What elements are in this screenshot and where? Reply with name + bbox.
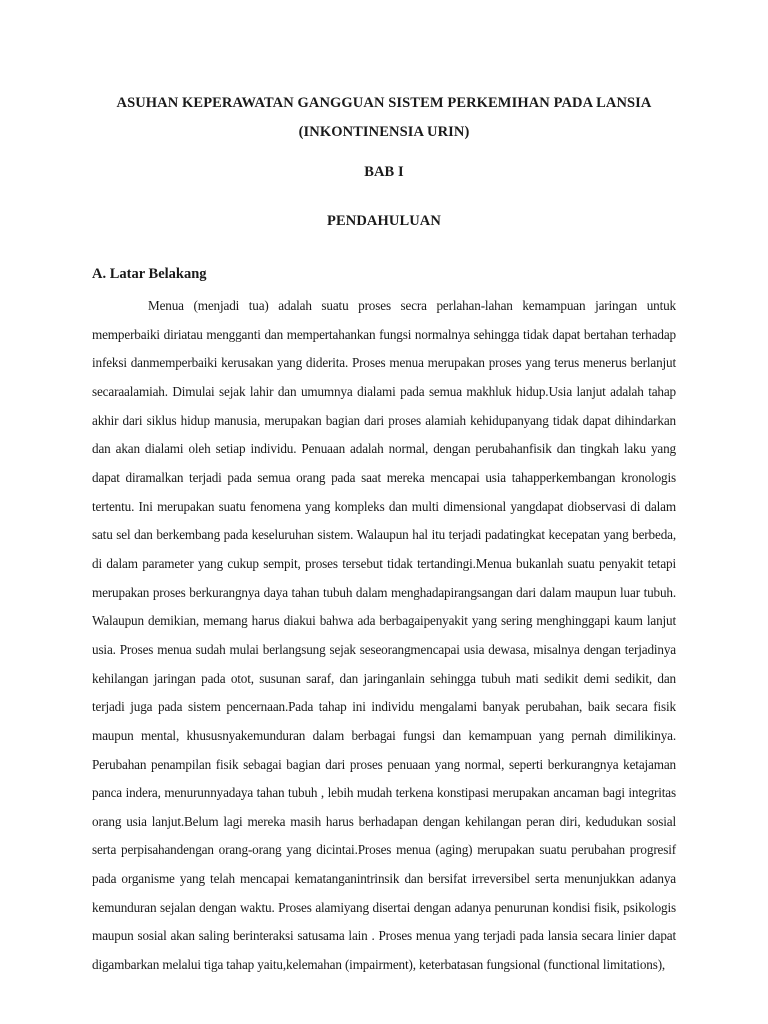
chapter-title: PENDAHULUAN [327, 213, 441, 229]
body-paragraph: Menua (menjadi tua) adalah suatu proses secra perlahan-lahan kemampuan jaringan untuk memperbaiki diriatau mengganti dan mempertahankan fungsi normalnya sehingga tidak dapat bertahan terhadap infeksi danmemperbaiki kerusakan yang diderita. Proses menua merupakan proses yang terus menerus berlanjut secaraalamiah. Dimulai sejak lahir dan umumnya dialami pada semua makhluk hidup.Usia lanjut adalah tahap akhir dari siklus hidup manusia, merupakan bagian dari proses alamiah kehidupanyang tidak dapat dihindarkan dan akan dialami oleh setiap individu. Penuaan adalah normal, dengan perubahanfisik dan tingkah laku yang dapat diramalkan terjadi pada semua orang pada saat mereka mencapai usia tahapperkembangan kronologis tertentu. Ini merupakan suatu fenomena yang kompleks dan multi dimensional yangdapat diobservasi di dalam satu sel dan berkembang pada keseluruhan sistem. Walaupun hal itu terjadi padatingkat kecepatan yang berbeda, di dalam parameter yang cukup sempit, proses tersebut tidak tertandingi.Menua bukanlah suatu penyakit tetapi merupakan proses berkurangnya daya tahan tubuh dalam menghadapirangsangan dari dalam maupun luar tubuh. Walaupun demikian, memang harus diakui bahwa ada berbagaipenyakit yang sering menghinggapi kaum lanjut usia. Proses menua sudah mulai berlangsung sejak seseorangmencapai usia dewasa, misalnya dengan terjadinya kehilangan jaringan pada otot, susunan saraf, dan jaringanlain sehingga tubuh mati sedikit demi sedikit, dan terjadi juga pada sistem pencernaan.Pada tahap ini individu mengalami banyak perubahan, baik secara fisik maupun mental, khususnyakemunduran dalam berbagai fungsi dan kemampuan yang pernah dimilikinya. Perubahan penampilan fisik sebagai bagian dari proses penuaan yang normal, seperti berkurangnya ketajaman panca indera, menurunnyadaya tahan tubuh , lebih mudah terkena konstipasi merupakan ancaman bagi integritas orang usia lanjut.Belum lagi mereka masih harus berhadapan dengan kehilangan peran diri, kedudukan sosial serta perpisahandengan orang-orang yang dicintai.Proses menua (aging) merupakan suatu perubahan progresif pada organisme yang telah mencapai kematanganintrinsik dan bersifat irreversibel serta menunjukkan adanya kemunduran sejalan dengan waktu. Proses alamiyang disertai dengan adanya penurunan kondisi fisik, psikologis maupun sosial akan saling berinteraksi satusama lain . Proses menua yang terjadi pada lansia secara linier dapat digambarkan melalui tiga tahap yaitu,kelemahan (impairment), keterbatasan fungsional (functional limitations), [92, 298, 676, 973]
section-heading: A. Latar Belakang [92, 266, 207, 282]
chapter-number: BAB I [364, 164, 404, 180]
document-title-line-2: (INKONTINENSIA URIN) [298, 124, 470, 140]
document-title-line-1: ASUHAN KEPERAWATAN GANGGUAN SISTEM PERKEMIHAN PADA LANSIA [116, 95, 652, 111]
